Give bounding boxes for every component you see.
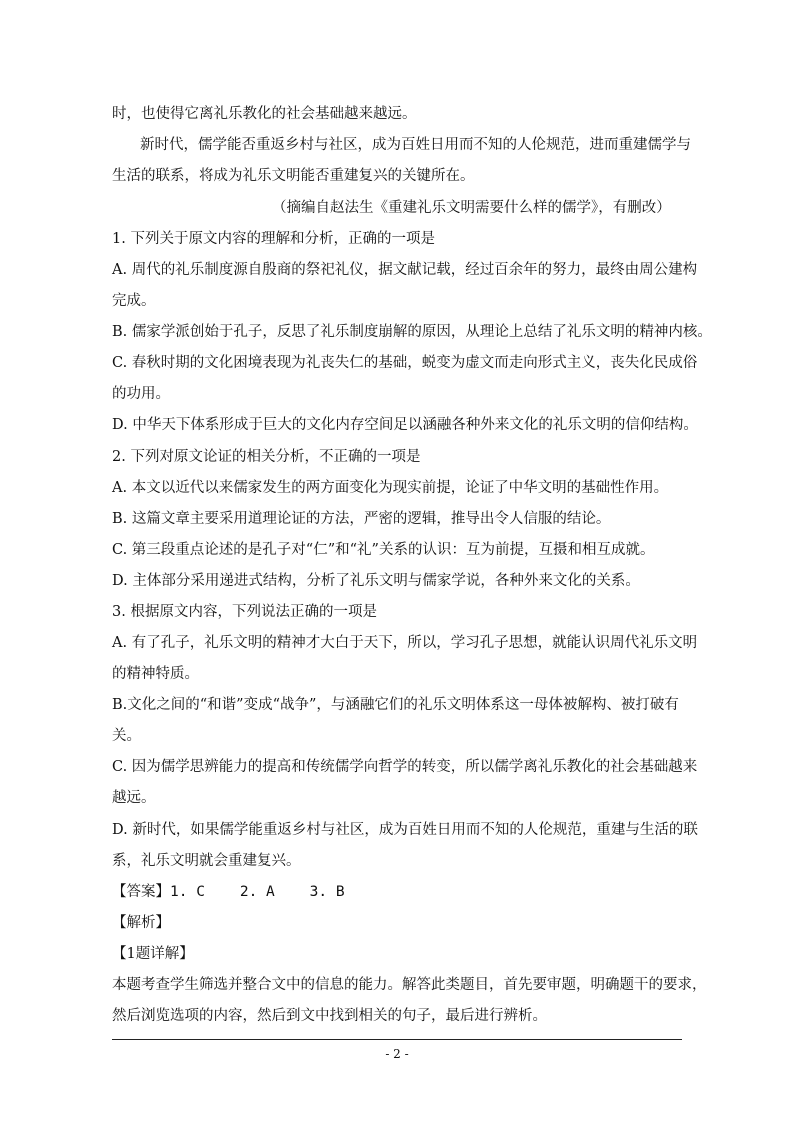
question-1-option-d: D. 中华天下体系形成于巨大的文化内存空间足以涵融各种外来文化的礼乐文明的信仰结构。 bbox=[112, 417, 698, 433]
q1-detail-line: 然后浏览选项的内容，然后到文中找到相关的句子，最后进行辨析。 bbox=[112, 1008, 547, 1024]
question-1-stem: 1. 下列关于原文内容的理解和分析，正确的一项是 bbox=[112, 231, 435, 247]
paragraph-line: 新时代，儒学能否重返乡村与社区，成为百姓日用而不知的人伦规范，进而重建儒学与 bbox=[140, 137, 691, 153]
question-1-option-a: A. 周代的礼乐制度源自殷商的祭祀礼仪，据文献记载，经过百余年的努力，最终由周公建构 bbox=[112, 262, 698, 278]
question-1-option-a-cont: 完成。 bbox=[112, 293, 156, 309]
question-3-option-d-cont: 系，礼乐文明就会重建复兴。 bbox=[112, 853, 301, 869]
answer-text: 1. C 2. A 3. B bbox=[170, 884, 345, 900]
q1-detail-label: 【1题详解】 bbox=[112, 946, 194, 962]
question-3-option-b-cont: 关。 bbox=[112, 728, 141, 744]
question-2-option-d: D. 主体部分采用递进式结构，分析了礼乐文明与儒家学说，各种外来文化的关系。 bbox=[112, 573, 640, 589]
question-1-option-c-cont: 的功用。 bbox=[112, 386, 170, 402]
question-2-option-a: A. 本文以近代以来儒家发生的两方面变化为现实前提，论证了中华文明的基础性作用。 bbox=[112, 480, 669, 496]
answer-label: 【答案】 bbox=[112, 884, 170, 900]
question-3-option-c-cont: 越远。 bbox=[112, 790, 156, 806]
footer-divider bbox=[112, 1039, 682, 1040]
paragraph-continuation: 时，也使得它离礼乐教化的社会基础越来越远。 bbox=[112, 106, 417, 122]
question-3-option-c: C. 因为儒学思辨能力的提高和传统儒学向哲学的转变，所以儒学离礼乐教化的社会基础越来 bbox=[112, 759, 698, 775]
question-2-option-c: C. 第三段重点论述的是孔子对“仁”和“礼”关系的认识：互为前提，互摄和相互成就。 bbox=[112, 542, 655, 558]
question-1-option-c: C. 春秋时期的文化困境表现为礼丧失仁的基础，蜕变为虚文而走向形式主义，丧失化民成俗 bbox=[112, 355, 698, 371]
q1-detail-line: 本题考查学生筛选并整合文中的信息的能力。解答此类题目，首先要审题，明确题干的要求， bbox=[112, 977, 707, 993]
question-3-option-a-cont: 的精神特质。 bbox=[112, 666, 199, 682]
question-2-option-b: B. 这篇文章主要采用道理论证的方法，严密的逻辑，推导出令人信服的结论。 bbox=[112, 511, 611, 527]
question-3-stem: 3. 根据原文内容，下列说法正确的一项是 bbox=[112, 604, 377, 620]
question-2-stem: 2. 下列对原文论证的相关分析，不正确的一项是 bbox=[112, 449, 421, 465]
question-3-option-a: A. 有了孔子，礼乐文明的精神才大白于天下，所以，学习孔子思想，就能认识周代礼乐文明 bbox=[112, 635, 698, 651]
question-1-option-b: B. 儒家学派创始于孔子，反思了礼乐制度崩解的原因，从理论上总结了礼乐文明的精神内核。 bbox=[112, 324, 712, 340]
question-3-option-b: B.文化之间的“和谐”变成“战争”，与涵融它们的礼乐文明体系这一母体被解构、被打破有 bbox=[112, 697, 679, 713]
page-number: - 2 - bbox=[385, 1047, 409, 1061]
answer-line bbox=[112, 882, 686, 902]
paragraph-line: 生活的联系，将成为礼乐文明能否重建复兴的关键所在。 bbox=[112, 168, 475, 184]
source-citation: （摘编自赵法生《重建礼乐文明需要什么样的儒学》，有删改） bbox=[272, 200, 671, 216]
analysis-label: 【解析】 bbox=[112, 915, 170, 931]
question-3-option-d: D. 新时代，如果儒学能重返乡村与社区，成为百姓日用而不知的人伦规范，重建与生活的联 bbox=[112, 822, 698, 838]
